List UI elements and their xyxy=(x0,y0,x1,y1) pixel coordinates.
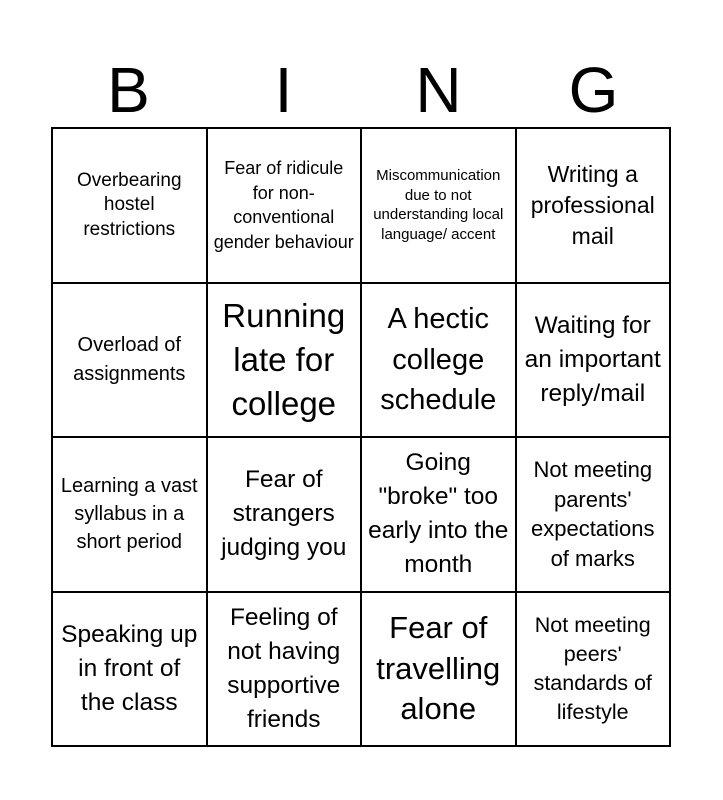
header-letter-g: G xyxy=(568,54,619,126)
bingo-grid xyxy=(51,127,671,747)
cell-text: Overbearing hostel restrictions xyxy=(76,169,182,240)
bingo-cell[interactable] xyxy=(208,593,363,748)
header-letter-b: B xyxy=(107,54,150,126)
cell-text: Not meeting peers' standards of lifestyle xyxy=(533,612,652,724)
cell-text: Waiting for an important reply/mail xyxy=(524,311,661,407)
cell-text: Learning a vast syllabus in a short period xyxy=(60,475,198,554)
bingo-header xyxy=(51,52,671,128)
cell-text: Fear of travelling alone xyxy=(376,610,501,726)
bingo-cell[interactable] xyxy=(208,284,363,439)
header-letter-n: N xyxy=(415,54,462,126)
bingo-cell[interactable] xyxy=(53,593,208,748)
bingo-cell[interactable] xyxy=(517,284,672,439)
cell-text: Writing a professional mail xyxy=(530,160,655,249)
cell-text: A hectic college schedule xyxy=(380,303,497,416)
cell-text: Fear of strangers judging you xyxy=(221,466,347,562)
header-letter-i: I xyxy=(274,54,293,126)
cell-text: Running late for college xyxy=(222,296,346,422)
bingo-cell[interactable] xyxy=(53,284,208,439)
cell-text: Going "broke" too early into the month xyxy=(368,449,509,579)
cell-text: Feeling of not having supportive friends xyxy=(227,603,341,733)
bingo-cell[interactable] xyxy=(517,129,672,284)
bingo-cell[interactable] xyxy=(53,438,208,593)
bingo-cell[interactable] xyxy=(53,129,208,284)
cell-text: Overload of assignments xyxy=(73,333,186,385)
bingo-cell[interactable] xyxy=(517,593,672,748)
cell-text: Speaking up in front of the class xyxy=(61,620,198,716)
bingo-cell[interactable] xyxy=(362,438,517,593)
bingo-cell[interactable] xyxy=(362,129,517,284)
bingo-cell[interactable] xyxy=(208,438,363,593)
cell-text: Not meeting parents' expectations of marks xyxy=(530,457,655,571)
bingo-cell[interactable] xyxy=(208,129,363,284)
bingo-cell[interactable] xyxy=(362,284,517,439)
cell-text: Miscommunication due to not understanding local language/ accent xyxy=(373,167,504,243)
bingo-cell[interactable] xyxy=(517,438,672,593)
cell-text: Fear of ridicule for non-conventional gender behaviour xyxy=(213,158,354,252)
bingo-cell[interactable] xyxy=(362,593,517,748)
